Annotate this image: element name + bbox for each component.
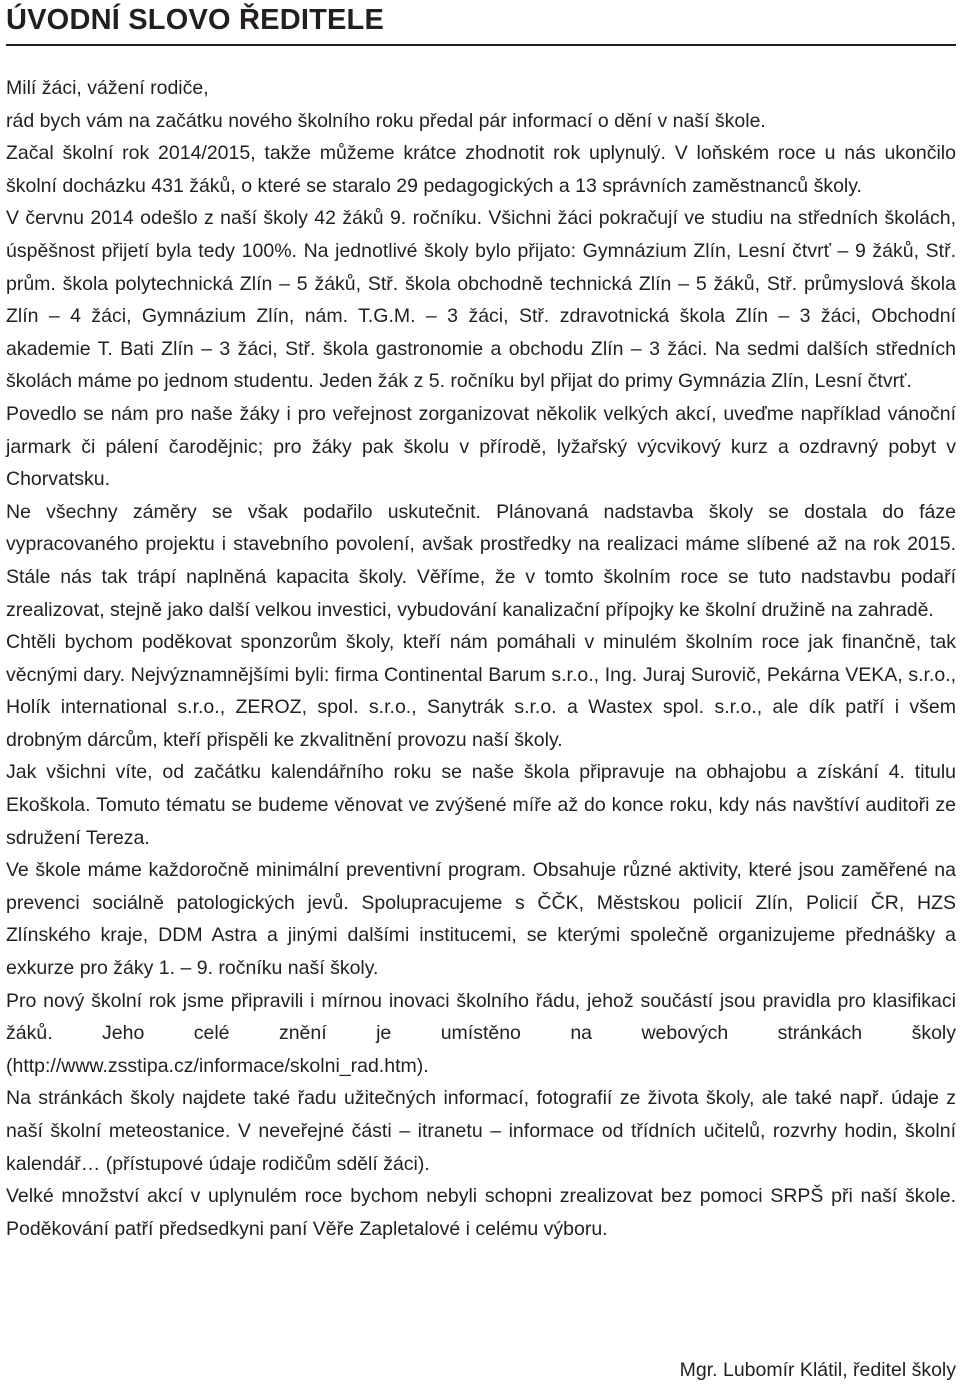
signature: Mgr. Lubomír Klátil, ředitel školy xyxy=(679,1359,956,1381)
thanks-paragraph: Velké množství akcí v uplynulém roce bychom nebyli schopni zrealizovat bez pomoci SRPŠ při naší škole. Poděkování patří předsedkyni paní Věře Zapletalové i celému výboru. xyxy=(6,1185,956,1240)
ecoschool-paragraph: Jak všichni víte, od začátku kalendářního roku se naše škola připravuje na obhajobu a získání 4. titulu Ekoškola. Tomuto tématu se budeme věnovat ve zvýšené míře až do konce roku, kdy nás navštíví auditoři ze sdružení Tereza. xyxy=(6,761,956,849)
letter-body xyxy=(6,72,956,1245)
website-paragraph: Na stránkách školy najdete také řadu užitečných informací, fotografií ze života školy, ale také např. údaje z naší školní meteostanice. V neveřejné části – itranetu – informace od třídních učitelů, rozvrhy hodin, školní kalendář… (přístupové údaje rodičům sdělí žáci). xyxy=(6,1087,956,1175)
greeting-paragraph: Milí žáci, vážení rodiče, xyxy=(6,77,209,99)
document-page xyxy=(6,0,956,1381)
title-divider xyxy=(6,44,956,46)
page-title: ÚVODNÍ SLOVO ŘEDITELE xyxy=(6,4,385,36)
graduates-paragraph: V červnu 2014 odešlo z naší školy 42 žáků 9. ročníku. Všichni žáci pokračují ve studiu na středních školách, úspěšnost přijetí byla tedy 100%. Na jednotlivé školy bylo přijato: Gymnázium Zlín, Lesní čtvrť – 9 žáků, Stř. prům. škola polytechnická Zlín – 5 žáků, Stř. škola obchodně technická Zlín – 5 žáků, Stř. průmyslová škola Zlín – 4 žáci, Gymnázium Zlín, nám. T.G.M. – 3 žáci, Stř. zdravotnická škola Zlín – 3 žáci, Obchodní akademie T. Bati Zlín – 3 žáci, Stř. škola gastronomie a obchodu Zlín – 3 žáci. Na sedmi dalších středních školách máme po jednom studentu. Jeden žák z 5. ročníku byl přijat do primy Gymnázia Zlín, Lesní čtvrť. xyxy=(6,207,956,393)
school-rules-paragraph: Pro nový školní rok jsme připravili i mírnou inovaci školního řádu, jehož součástí jsou pravidla pro klasifikaci žáků. Jeho celé znění je umístěno na webových stránkách školy (http://www.zsstipa.cz/informace/skolni_rad.htm). xyxy=(6,989,956,1077)
prevention-paragraph: Ve škole máme každoročně minimální preventivní program. Obsahuje různé aktivity, které jsou zaměřené na prevenci sociálně patologických jevů. Spolupracujeme s ČČK, Městskou policií Zlín, Policií ČR, HZS Zlínského kraje, DDM Astra a jinými dalšími institucemi, se kterými společně organizujeme přednášky a exkurze pro žáky 1. – 9. ročníku naší školy. xyxy=(6,859,956,980)
sponsors-paragraph: Chtěli bychom poděkovat sponzorům školy, kteří nám pomáhali v minulém školním roce jak finančně, tak věcnými dary. Nejvýznamnějšími byli: firma Continental Barum s.r.o., Ing. Juraj Surovič, Pekárna VEKA, s.r.o., Holík international s.r.o., ZEROZ, spol. s.r.o., Sanytrák s.r.o. a Wastex spol. s.r.o., ale dík patří i všem drobným dárcům, kteří přispěli ke zkvalitnění provozu naší školy. xyxy=(6,631,956,751)
school-year-paragraph: Začal školní rok 2014/2015, takže můžeme krátce zhodnotit rok uplynulý. V loňském roce u nás ukončilo školní docházku 431 žáků, o které se staralo 29 pedagogických a 13 správních zaměstnanců školy. xyxy=(6,142,956,197)
plans-paragraph: Ne všechny záměry se však podařilo uskutečnit. Plánovaná nadstavba školy se dostala do fáze vypracovaného projektu i stavebního povolení, avšak prostředky na realizaci máme slíbené až na rok 2015. Stále nás tak trápí naplněná kapacita školy. Věříme, že v tomto školním roce se tuto nadstavbu podaří zrealizovat, stejně jako další velkou investici, vybudování kanalizační přípojky ke školní družině na zahradě. xyxy=(6,500,956,621)
events-paragraph: Povedlo se nám pro naše žáky i pro veřejnost zorganizovat několik velkých akcí, uveďme například vánoční jarmark či pálení čarodějnic; pro žáky pak školu v přírodě, lyžařský výcvikový kurz a ozdravný pobyt v Chorvatsku. xyxy=(6,402,956,491)
intro-paragraph: rád bych vám na začátku nového školního roku předal pár informací o dění v naší škole. xyxy=(6,109,766,132)
